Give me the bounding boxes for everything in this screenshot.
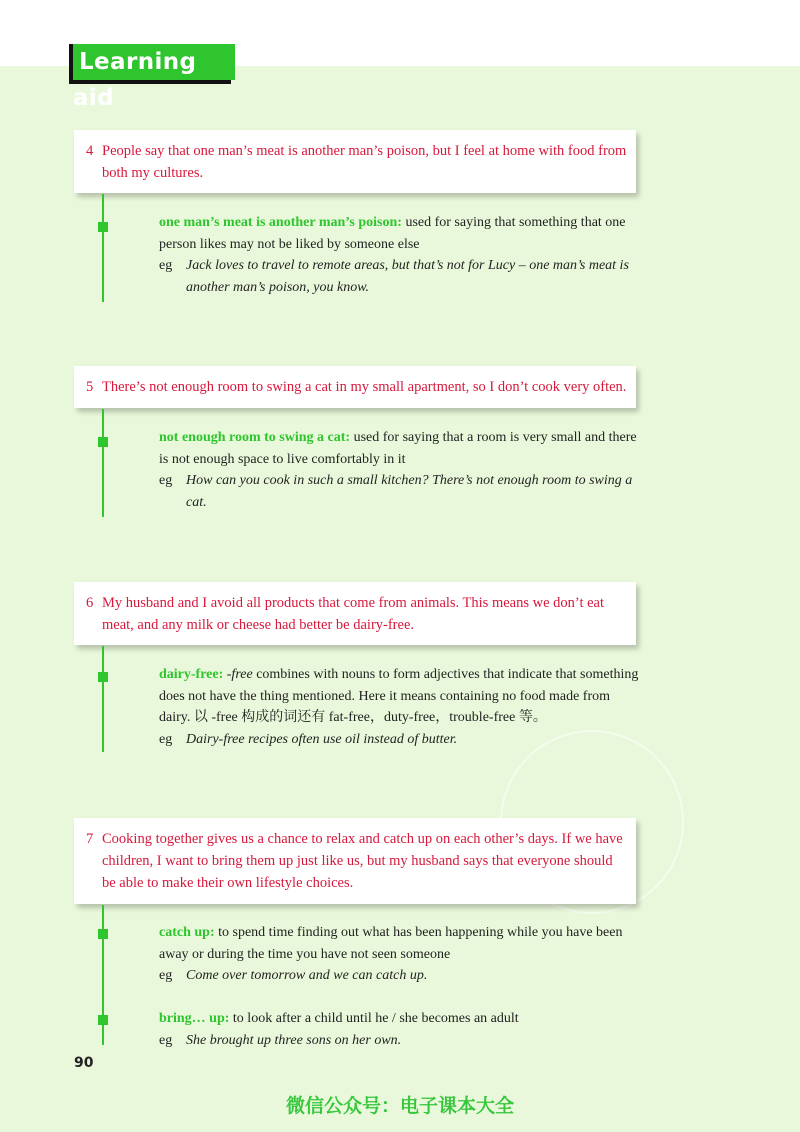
entry-term: dairy-free:	[159, 667, 224, 682]
bullet-square	[98, 437, 108, 447]
vocab-entry	[159, 1008, 639, 1051]
example-row: eg Dairy-free recipes often use oil instead of butter.	[159, 729, 643, 751]
example-text: She brought up three sons on her own.	[186, 1032, 402, 1048]
quote-number: 4	[86, 143, 94, 159]
example-row: eg Jack loves to travel to remote areas, but that’s not for Lucy – one man’s meat is another man’s poison, you know.	[159, 255, 639, 298]
bullet-square	[98, 1015, 108, 1025]
example-text: Come over tomorrow and we can catch up.	[186, 968, 428, 983]
entry-definition: not enough room to swing a cat: used for saying that a room is very small and there is not enough space to live comfortably in it	[159, 430, 637, 467]
vocab-entry	[159, 212, 639, 298]
timeline-line	[102, 194, 104, 302]
quote-number: 6	[86, 595, 94, 611]
vocab-entry	[159, 922, 639, 987]
quote-box-6	[74, 582, 636, 645]
quote-text: There’s not enough room to swing a cat in my small apartment, so I don’t cook very often.	[102, 379, 627, 395]
example-row: eg She brought up three sons on her own.	[159, 1030, 639, 1052]
entry-definition: catch up: to spend time finding out what has been happening while you have been away or during the time you have not seen someone	[159, 925, 623, 962]
quote-number: 5	[86, 379, 94, 395]
learning-aid-title: Learning aid	[73, 44, 235, 80]
bullet-square	[98, 672, 108, 682]
learning-aid-tag	[69, 44, 231, 111]
watermark-text: 微信公众号：电子课本大全	[285, 1095, 514, 1117]
entry-definition: dairy-free: -free combines with nouns to form adjectives that indicate that something does not have the thing mentioned. Here it means containing no food made from dairy. 以 -free 构成的词还有 fat-free，duty-free，trouble-free 等。	[159, 667, 639, 725]
example-row: eg Come over tomorrow and we can catch up.	[159, 965, 639, 987]
timeline-line	[102, 409, 104, 517]
quote-box-7	[74, 818, 636, 904]
example-text: How can you cook in such a small kitchen? There’s not enough room to swing a cat.	[186, 473, 633, 510]
bullet-square	[98, 929, 108, 939]
page-number: 90	[74, 1055, 94, 1071]
entry-term: bring… up:	[159, 1011, 230, 1026]
timeline-line	[102, 646, 104, 752]
quote-text: My husband and I avoid all products that come from animals. This means we don’t eat meat, and any milk or cheese had better be dairy-free.	[102, 595, 605, 633]
entry-term: one man’s meat is another man’s poison:	[159, 215, 402, 230]
quote-box-4	[74, 130, 636, 193]
vocab-entry	[159, 664, 643, 750]
entry-term: catch up:	[159, 925, 215, 940]
bullet-square	[98, 222, 108, 232]
entry-definition: one man’s meat is another man’s poison: used for saying that something that one person likes may not be liked by someone else	[159, 215, 626, 252]
example-text: Jack loves to travel to remote areas, but that’s not for Lucy – one man’s meat is another man’s poison, you know.	[186, 258, 629, 295]
vocab-entry	[159, 427, 639, 513]
quote-box-5	[74, 366, 636, 408]
quote-text: People say that one man’s meat is another man’s poison, but I feel at home with food from both my cultures.	[102, 143, 627, 181]
entry-term: not enough room to swing a cat:	[159, 430, 351, 445]
example-text: Dairy-free recipes often use oil instead of butter.	[186, 731, 458, 747]
quote-text: Cooking together gives us a chance to relax and catch up on each other’s days. If we have children, I want to bring them up just like us, but my husband says that everyone should be able to make their own lifestyle choices.	[102, 831, 623, 891]
example-row: eg How can you cook in such a small kitchen? There’s not enough room to swing a cat.	[159, 470, 639, 513]
entry-definition: bring… up: to look after a child until he / she becomes an adult	[159, 1011, 519, 1026]
quote-number: 7	[86, 831, 94, 847]
